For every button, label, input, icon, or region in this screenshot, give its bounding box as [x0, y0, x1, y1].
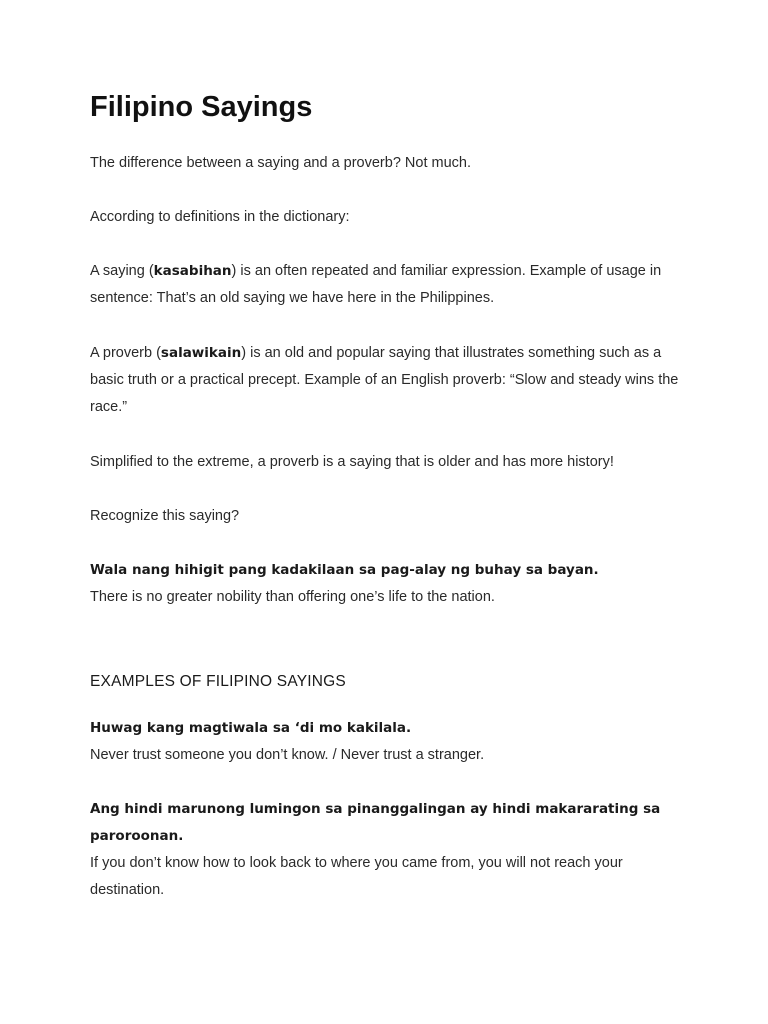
- simplified-paragraph: Simplified to the extreme, a proverb is a saying that is older and has more history!: [90, 454, 614, 470]
- example-filipino: Huwag kang magtiwala sa ‘di mo kakilala.: [90, 720, 412, 736]
- example-item: [90, 715, 690, 769]
- saying-def-post: ) is an often repeated and familiar expression. Example of usage in sentence: That’s an old saying we have here in the Philippines.: [90, 263, 662, 306]
- proverb-definition: [90, 340, 690, 421]
- example-item: [90, 796, 690, 904]
- recognize-paragraph: Recognize this saying?: [90, 508, 240, 524]
- definitions-lead: According to definitions in the dictionary:: [90, 209, 350, 225]
- intro-paragraph: The difference between a saying and a proverb? Not much.: [90, 155, 471, 171]
- saying-def-pre: A saying (: [90, 263, 154, 279]
- proverb-def-pre: A proverb (: [90, 345, 161, 361]
- page-title: Filipino Sayings: [90, 91, 313, 123]
- proverb-term: salawikain: [160, 345, 242, 361]
- examples-heading: EXAMPLES OF FILIPINO SAYINGS: [90, 673, 346, 690]
- proverb-def-post: ) is an old and popular saying that illustrates something such as a basic truth or a practical precept. Example of an English proverb: “Slow and steady wins the race.”: [90, 345, 679, 415]
- featured-saying-filipino: Wala nang hihigit pang kadakilaan sa pag-alay ng buhay sa bayan.: [90, 562, 599, 578]
- example-filipino: Ang hindi marunong lumingon sa pinanggalingan ay hindi makararating sa paroroonan.: [90, 801, 661, 844]
- example-english: Never trust someone you don’t know. / Never trust a stranger.: [90, 747, 485, 763]
- saying-term: kasabihan: [153, 263, 232, 279]
- featured-saying-english: There is no greater nobility than offering one’s life to the nation.: [90, 589, 495, 605]
- example-english: If you don’t know how to look back to where you came from, you will not reach your destination.: [90, 855, 623, 898]
- saying-definition: [90, 258, 690, 312]
- featured-saying: [90, 557, 690, 611]
